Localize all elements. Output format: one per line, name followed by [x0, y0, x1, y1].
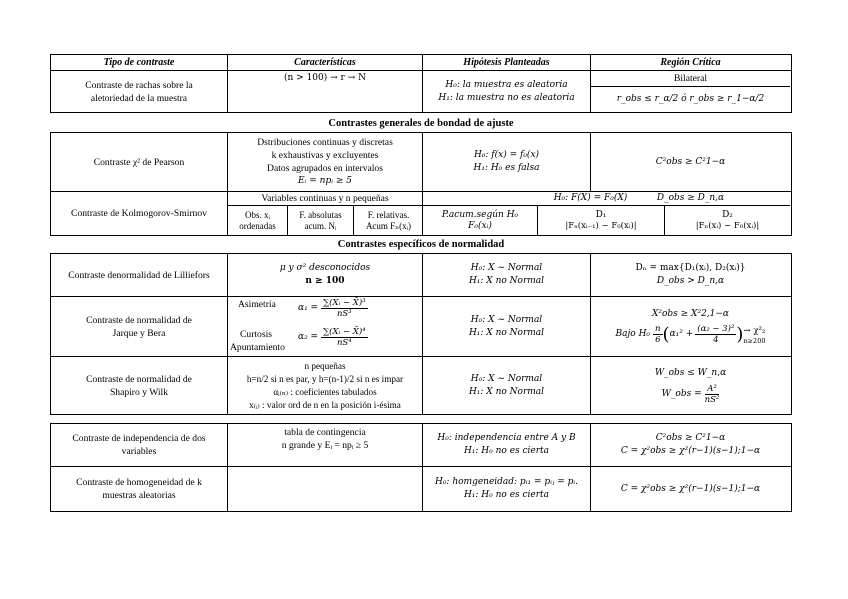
kolmogorov-d1	[537, 206, 665, 235]
rachas-tipo: Contraste de rachas sobre la aletoriedad de la muestra	[51, 71, 228, 112]
rachas-region	[591, 71, 790, 112]
jarque-hipotesis	[423, 297, 591, 356]
table-block-rachas	[50, 54, 792, 113]
independencia-tipo-text: Contraste de independencia de dos variables	[72, 433, 206, 457]
kolmogorov-hip-bottom	[423, 206, 537, 235]
row-lilliefors	[51, 254, 791, 297]
kolmogorov-relativas-text: F. relativas. Acum Fₙ(xᵢ)	[365, 209, 412, 231]
jarque-region2-prefix: Bajo H₀	[615, 329, 651, 339]
pearson-region	[591, 133, 790, 191]
homogeneidad-h1: H₁: H₀ no es cierta	[463, 490, 550, 500]
shapiro-caract-line: h=n/2 si n es par, y h=(n-1)/2 si n es impar	[246, 373, 404, 384]
lilliefors-region	[591, 254, 790, 296]
shapiro-tipo	[51, 357, 228, 414]
kolmogorov-hip-bottom-text: P.acum.según H₀ F₀(xᵢ)	[441, 209, 519, 231]
header-region: Región Crítica	[660, 57, 721, 68]
independencia-region	[591, 424, 790, 466]
row-independencia	[51, 424, 791, 467]
shapiro-tipo-text: Contraste de normalidad de Shapiro y Wilk	[86, 373, 192, 398]
jarque-region2-sub: n≥200	[743, 336, 766, 345]
row-homogeneidad	[51, 467, 791, 511]
kolmogorov-absolutas-text: F. absolutas acum. Nᵢ	[299, 209, 342, 231]
jarque-paren-close: )	[736, 323, 744, 345]
kolmogorov-d1-formula: |Fₙ(xᵢ₋₁) − F₀(xᵢ)|	[565, 220, 637, 231]
pearson-caract-line: Eᵢ = npᵢ ≥ 5	[298, 176, 352, 186]
independencia-caract1: tabla de contingencia	[284, 427, 366, 438]
shapiro-region2-num: A²	[705, 384, 720, 395]
kolmogorov-obs-text: Obs. xᵢ ordenadas	[239, 209, 276, 231]
lilliefors-region2: D_obs > D_n,α	[656, 276, 725, 286]
jarque-paren-open: (	[662, 323, 670, 345]
pearson-h0: H₀: f(x) = f₀(x)	[473, 150, 540, 160]
jarque-region2-n6	[653, 324, 662, 345]
row-kolmogorov	[51, 192, 791, 235]
table-header-row	[51, 55, 791, 71]
independencia-caract2: n grande y Eᵢ = npᵢ ≥ 5	[281, 440, 369, 451]
lilliefors-region1: Dₙ = max{D₁(xᵢ), D₂(xᵢ)}	[635, 263, 746, 273]
jarque-alpha1	[298, 298, 368, 319]
jarque-alpha2-den: nS⁴	[336, 338, 352, 348]
kolmogorov-relativas	[354, 206, 423, 235]
section-title-bondad: Contrastes generales de bondad de ajuste	[328, 118, 514, 129]
lilliefors-h0: H₀: X ~ Normal	[470, 263, 543, 273]
shapiro-h0: H₀: X ~ Normal	[470, 373, 543, 384]
lilliefors-caract	[228, 254, 423, 296]
kolmogorov-caract	[228, 192, 423, 235]
homogeneidad-region-text: C = χ²obs ≥ χ²(r−1)(s−1);1−α	[620, 483, 761, 494]
kolmogorov-region-top: D_obs ≥ D_n,α	[656, 193, 725, 203]
kolmogorov-d2-formula: |Fₙ(xᵢ) − F₀(xᵢ)|	[695, 220, 760, 231]
header-hipotesis: Hipótesis Planteadas	[423, 55, 591, 70]
shapiro-caract-line: αᵢ₍ₙ₎ : coeficientes tabulados	[273, 386, 377, 397]
kolmogorov-d2	[665, 206, 790, 235]
jarque-alpha1-label: α₁ =	[298, 303, 319, 313]
jarque-region2-n: n	[655, 324, 661, 334]
shapiro-caract	[228, 357, 423, 414]
shapiro-region2-prefix: W_obs =	[661, 388, 702, 399]
jarque-alpha2-num: ∑(Xᵢ − X̄)⁴	[323, 327, 366, 337]
lilliefors-h1: H₁: X no Normal	[468, 276, 545, 286]
shapiro-caract-line: n pequeñas	[304, 360, 346, 371]
jarque-region	[591, 297, 790, 356]
homogeneidad-hipotesis	[423, 467, 591, 511]
jarque-asimetria-label: Asimetría	[238, 299, 276, 310]
lilliefors-tipo: Contraste denormalidad de Lilliefors	[51, 254, 228, 296]
rachas-region-bottom: r_obs ≤ r_α/2 ó r_obs ≥ r_1−α/2	[616, 94, 765, 104]
kolmogorov-d1-label: D₁	[595, 209, 607, 220]
jarque-alpha1-num: ∑(Xᵢ − X̄)³	[323, 298, 366, 308]
jarque-h0: H₀: X ~ Normal	[470, 314, 543, 325]
homogeneidad-h0: H₀: homgeneidad: pᵢ₁ = pᵢⱼ = pᵢ.	[434, 477, 579, 487]
jarque-tipo-text: Contraste de normalidad de Jarque y Bera	[86, 314, 192, 339]
pearson-tipo: Contraste χ² de Pearson	[51, 133, 228, 191]
shapiro-region2-den: nS²	[704, 394, 720, 405]
shapiro-region2	[662, 384, 720, 405]
jarque-alpha2	[298, 327, 368, 348]
pearson-h1: H₁: H₀ es falsa	[473, 163, 540, 173]
rachas-caract-text: (n > 100) → r → N	[284, 73, 366, 83]
lilliefors-caract2: n ≥ 100	[305, 276, 345, 286]
header-tipo: Tipo de contraste	[51, 55, 228, 70]
row-shapiro	[51, 357, 791, 414]
independencia-region2: C = χ²obs ≥ χ²(r−1)(s−1);1−α	[620, 446, 761, 456]
row-jarque	[51, 297, 791, 357]
jarque-region1: X²obs ≥ X²2,1−α	[651, 309, 730, 319]
independencia-hipotesis	[423, 424, 591, 466]
jarque-region2-frac-den: 4	[713, 335, 719, 345]
independencia-tipo	[51, 424, 228, 466]
jarque-curtosis-label: Curtosis	[240, 329, 272, 340]
independencia-caract	[228, 424, 423, 466]
pearson-caract-line: Datos agrupados en intervalos	[267, 163, 383, 174]
kolmogorov-absolutas	[288, 206, 353, 235]
lilliefors-hipotesis	[423, 254, 591, 296]
jarque-region2-limit: → χ²₂	[743, 325, 766, 336]
table-block-bondad	[50, 132, 792, 236]
jarque-caract	[228, 297, 423, 356]
jarque-region2-body: α₁² +	[669, 329, 694, 339]
shapiro-region	[591, 357, 790, 414]
shapiro-h1: H₁: X no Normal	[468, 386, 545, 397]
homogeneidad-region	[591, 467, 790, 511]
shapiro-region1: W_obs ≤ W_n,α	[654, 367, 727, 378]
kolmogorov-obs	[228, 206, 287, 235]
shapiro-caract-line: x₍ᵢ₎ : valor ord de n en la posición i-ésima	[249, 399, 401, 410]
jarque-region2-frac	[695, 324, 736, 345]
independencia-h0: H₀: independencia entre A y B	[437, 433, 576, 443]
rachas-h0: H₀: la muestra es aleatoria	[445, 79, 568, 90]
row-rachas	[51, 71, 791, 112]
jarque-alpha1-frac	[321, 298, 367, 319]
pearson-caract-line: k exhaustivas y excluyentes	[271, 150, 379, 161]
jarque-apuntamiento-label: Apuntamiento	[230, 342, 285, 353]
pearson-caract-line: Dstribuciones continuas y discretas	[257, 137, 393, 148]
jarque-alpha2-label: α₂ =	[298, 332, 319, 342]
jarque-region2-6: 6	[655, 335, 661, 345]
jarque-h1: H₁: X no Normal	[468, 327, 545, 338]
jarque-region2-frac-num: (α₂ − 3)²	[697, 324, 735, 334]
lilliefors-caract1: μ y σ² desconocidos	[279, 263, 371, 273]
jarque-tipo	[51, 297, 228, 356]
kolmogorov-hip-top: H₀: F(X) = F₀(X)	[553, 193, 628, 203]
rachas-region-top: Bilateral	[673, 73, 708, 84]
row-pearson	[51, 133, 791, 192]
kolmogorov-caract-top: Variables continuas y n pequeñas	[261, 193, 389, 204]
independencia-region1: C²obs ≥ C²1−α	[655, 433, 726, 443]
pearson-region-text: C²obs ≥ C²1−α	[655, 156, 726, 167]
rachas-h1: H₁: la muestra no es aleatoria	[438, 92, 575, 103]
kolmogorov-d2-label: D₂	[722, 209, 733, 220]
homogeneidad-tipo	[51, 467, 228, 511]
table-block-independencia	[50, 423, 792, 512]
homogeneidad-tipo-text: Contraste de homogeneidad de k muestras aleatorias	[76, 477, 202, 501]
rachas-hipotesis	[423, 71, 591, 112]
homogeneidad-caract	[228, 467, 423, 511]
table-block-normalidad	[50, 253, 792, 415]
shapiro-region2-frac	[705, 384, 720, 405]
shapiro-hipotesis	[423, 357, 591, 414]
header-caracteristicas: Características	[228, 55, 423, 70]
jarque-region2	[616, 324, 766, 345]
kolmogorov-tipo: Contraste de Kolmogorov-Smirnov	[51, 192, 228, 235]
jarque-limit	[743, 325, 765, 345]
jarque-alpha2-frac	[321, 327, 367, 348]
section-title-normalidad: Contrastes específicos de normalidad	[337, 239, 505, 250]
independencia-h1: H₁: H₀ no es cierta	[463, 446, 550, 456]
pearson-caract	[228, 133, 423, 191]
pearson-hipotesis	[423, 133, 591, 191]
rachas-caract	[228, 71, 423, 112]
jarque-alpha1-den: nS³	[336, 309, 352, 319]
